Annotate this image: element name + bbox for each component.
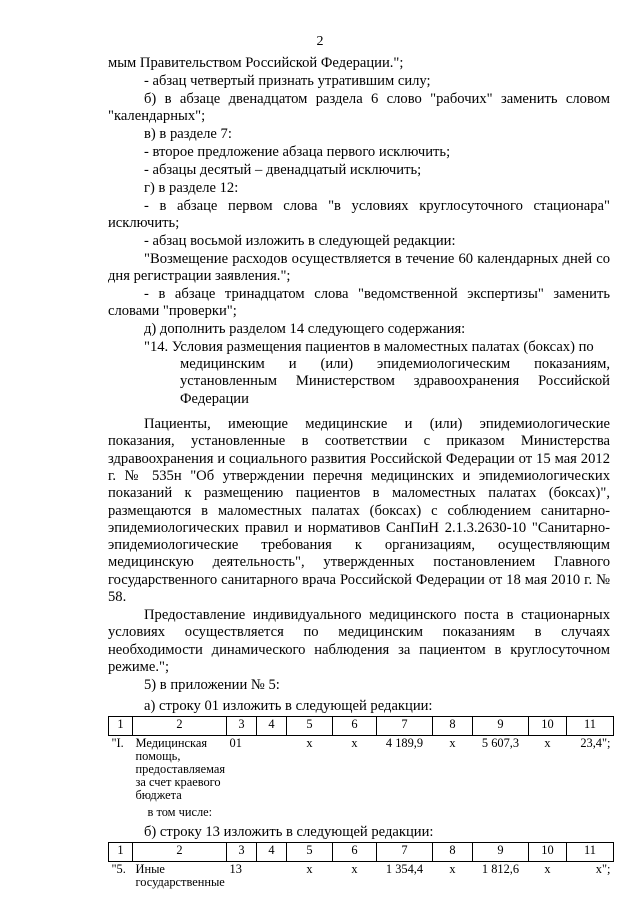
row-number: "I. — [111, 735, 124, 750]
row-cell: х — [351, 735, 358, 750]
row-cell: 5 607,3 — [481, 735, 520, 750]
table-header-cell: 6 — [333, 842, 377, 861]
table-header-cell: 10 — [529, 842, 567, 861]
table-header-cell: 5 — [287, 716, 333, 735]
table-header-cell: 11 — [567, 842, 614, 861]
paragraph-continuation: мым Правительством Российской Федерации."; — [108, 55, 404, 71]
table-header-cell: 7 — [377, 842, 433, 861]
table-header-cell: 10 — [529, 716, 567, 735]
table-header-cell: 7 — [377, 716, 433, 735]
paragraph: 5) в приложении № 5: — [144, 676, 280, 693]
table-row — [109, 861, 614, 890]
paragraph: в) в разделе 7: — [144, 125, 232, 142]
page-number: 2 — [316, 34, 324, 49]
table-header-cell: 9 — [473, 716, 529, 735]
paragraph: Пациенты, имеющие медицинские и (или) эпидемиологические показания, установленные в соответствии с приказом Министерства здравоохранения и социального развития Российской Федерации от 15 мая 2012 г. № 535н "Об утверждении перечня медицинских и эпидемиологических показаний к размещению пациентов в маломестных палатах (боксах)", размещаются в маломестных палатах (боксах) с соблюдением санитарно-эпидемиологических правил и нормативов СанПиН 2.1.3.2630-10 "Санитарно-эпидемиологические требования к организациям, осуществляющим медицинскую деятельность", утвержденных постановлением Главного государственного санитарного врача Российской Федерации от 18 мая 2010 г. № 58. — [108, 416, 610, 606]
row-cell: х — [306, 735, 313, 750]
row-cell: х — [449, 861, 456, 876]
table-row-13 — [108, 842, 614, 890]
row-cell — [257, 861, 287, 890]
paragraph: - абзацы десятый – двенадцатый исключить; — [144, 161, 422, 178]
table-header-row — [109, 842, 614, 861]
paragraph: - абзац четвертый признать утратившим силу; — [144, 72, 431, 89]
section-title-line: "14. Условия размещения пациентов в маломестных палатах (боксах) по — [144, 338, 594, 355]
section-title-continuation: медицинским и (или) эпидемиологическим показаниям, установленным Министерством здравоохранения Российской Федерации — [180, 356, 610, 407]
row-cell: х — [351, 861, 358, 876]
paragraph: Предоставление индивидуального медицинского поста в стационарных условиях осуществляется по медицинским показаниям в случаях необходимости динамического наблюдения за пациентом в круглосуточном режиме."; — [108, 606, 610, 675]
row-cell: 1 812,6 — [481, 861, 520, 876]
table-header-cell: 4 — [257, 716, 287, 735]
row-cell — [257, 735, 287, 820]
row-cell: 4 189,9 — [385, 735, 424, 750]
row-cell: х — [544, 735, 551, 750]
table-header-cell: 2 — [133, 842, 227, 861]
row-cell: х"; — [595, 861, 611, 876]
paragraph: - в абзаце тринадцатом слова "ведомственной экспертизы" заменить словами "проверки"; — [108, 285, 610, 320]
table-header-row — [109, 716, 614, 735]
row-name: Иные государственные — [135, 861, 225, 889]
table-header-cell: 8 — [433, 716, 473, 735]
row-code: 13 — [229, 861, 242, 876]
table-header-cell: 11 — [567, 716, 614, 735]
document-body — [108, 55, 610, 890]
row-cell: х — [544, 861, 551, 876]
paragraph: "Возмещение расходов осуществляется в течение 60 календарных дней со дня регистрации заявления."; — [108, 250, 610, 284]
row-subtext: в том числе: — [147, 804, 213, 819]
table-row-01 — [108, 716, 614, 820]
row-cell: х — [306, 861, 313, 876]
paragraph: - второе предложение абзаца первого исключить; — [144, 143, 451, 160]
row-cell: 23,4"; — [580, 735, 611, 750]
table-header-cell: 6 — [333, 716, 377, 735]
table-caption: б) строку 13 изложить в следующей редакции: — [144, 823, 434, 840]
table-header-cell: 1 — [109, 716, 133, 735]
table-header-cell: 9 — [473, 842, 529, 861]
table-header-cell: 2 — [133, 716, 227, 735]
paragraph: - абзац восьмой изложить в следующей редакции: — [144, 232, 456, 249]
row-name — [133, 735, 227, 820]
row-cell: х — [449, 735, 456, 750]
row-number: "5. — [111, 861, 126, 876]
paragraph: г) в разделе 12: — [144, 179, 239, 196]
table-caption: а) строку 01 изложить в следующей редакции: — [144, 698, 433, 714]
table-header-cell: 1 — [109, 842, 133, 861]
paragraph: д) дополнить разделом 14 следующего содержания: — [144, 320, 466, 337]
table-row — [109, 735, 614, 820]
table-header-cell: 5 — [287, 842, 333, 861]
table-header-cell: 8 — [433, 842, 473, 861]
section-14-title — [108, 339, 610, 408]
row-cell: 1 354,4 — [385, 861, 424, 876]
table-header-cell: 3 — [227, 716, 257, 735]
row-name-text: Медицинская помощь, предоставляемая за счет краевого бюджета — [135, 735, 226, 802]
table-header-cell: 4 — [257, 842, 287, 861]
row-code: 01 — [229, 735, 242, 750]
paragraph: б) в абзаце двенадцатом раздела 6 слово "рабочих" заменить словом "календарных"; — [108, 90, 610, 125]
paragraph: - в абзаце первом слова "в условиях круглосуточного стационара" исключить; — [108, 197, 610, 231]
table-header-cell: 3 — [227, 842, 257, 861]
